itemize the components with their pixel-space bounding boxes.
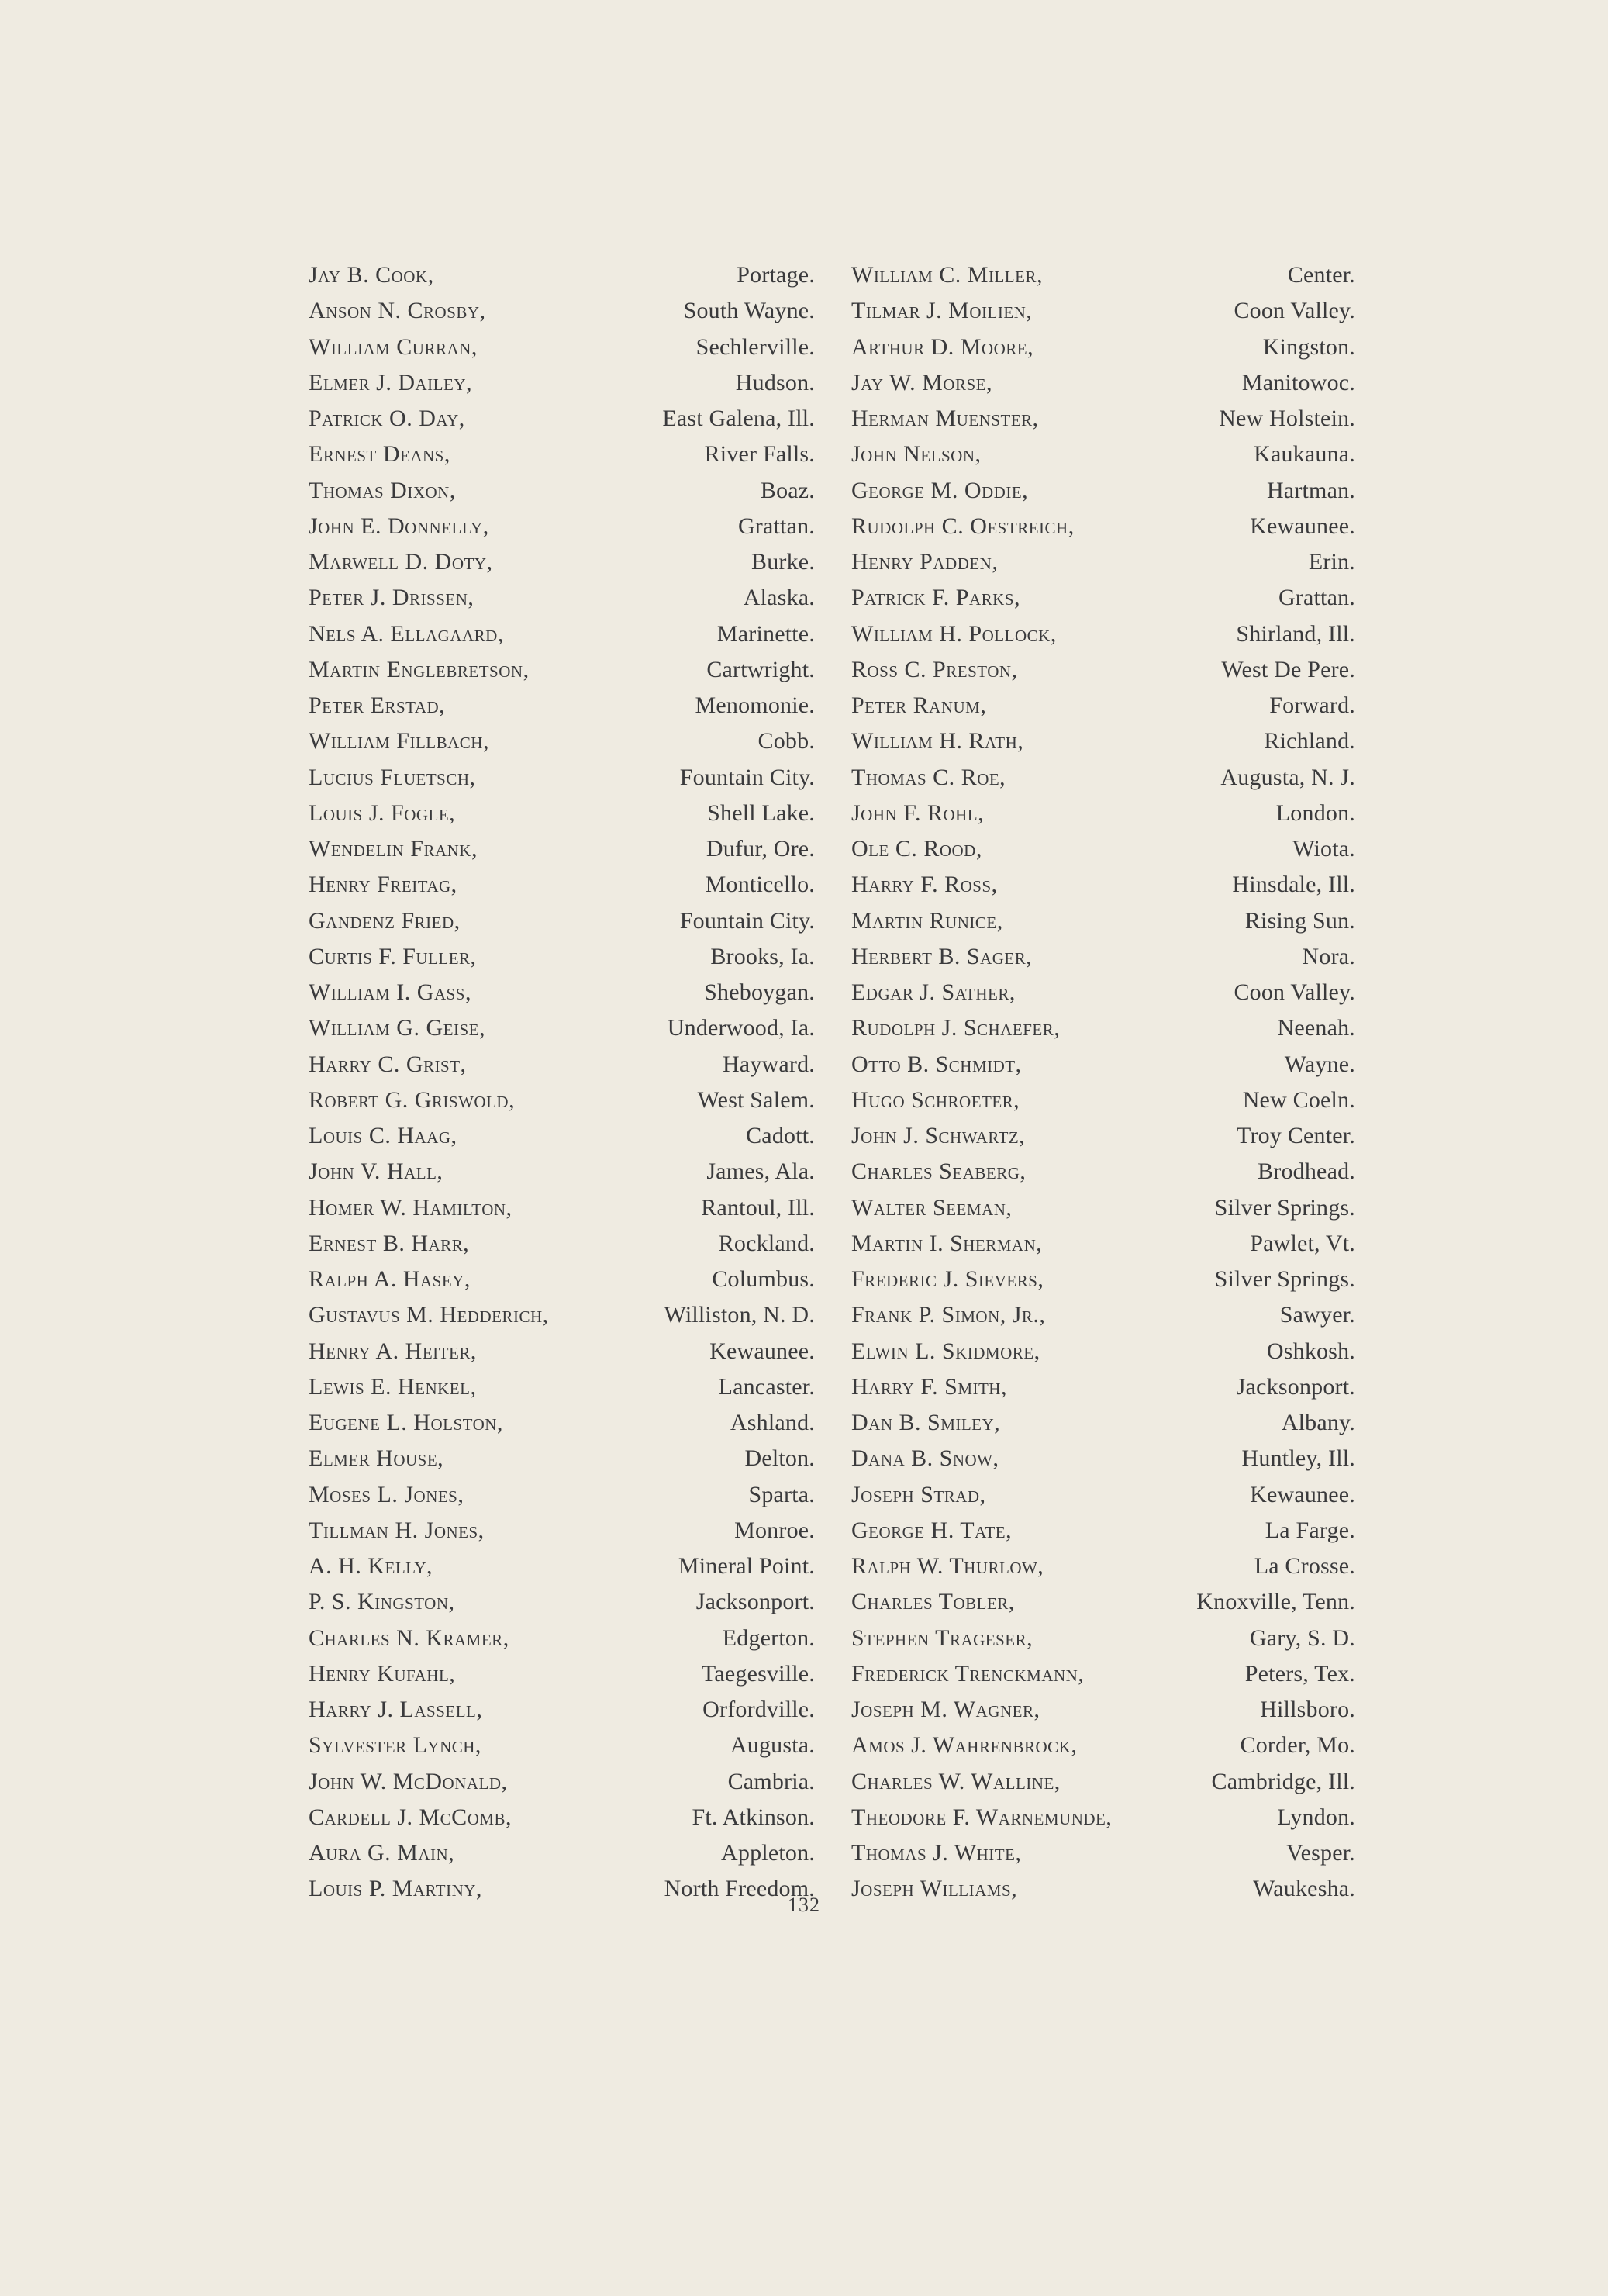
hometown: Monroe. xyxy=(734,1517,815,1543)
person-name: Thomas C. Roe, xyxy=(851,764,1006,790)
list-item xyxy=(851,544,1355,580)
person-name: Martin I. Sherman, xyxy=(851,1230,1043,1256)
person-name: Ole C. Rood, xyxy=(851,836,982,861)
list-item xyxy=(851,1082,1355,1118)
person-name: Harry C. Grist, xyxy=(309,1051,467,1077)
hometown: Cartwright. xyxy=(706,656,815,682)
person-name: George M. Oddie, xyxy=(851,477,1029,503)
hometown: Underwood, Ia. xyxy=(667,1015,815,1041)
list-item xyxy=(851,688,1355,723)
person-name: Ernest B. Harr, xyxy=(309,1230,470,1256)
person-name: Otto B. Schmidt, xyxy=(851,1051,1022,1077)
list-item xyxy=(309,1656,815,1692)
person-name: Stephen Trageser, xyxy=(851,1624,1033,1651)
person-name: Rudolph J. Schaefer, xyxy=(851,1015,1061,1041)
hometown: Hayward. xyxy=(722,1051,815,1077)
list-item xyxy=(309,509,815,544)
hometown: Sechlerville. xyxy=(695,333,815,360)
person-name: Charles W. Walline, xyxy=(851,1768,1061,1794)
list-item xyxy=(309,330,815,365)
person-name: Henry Kufahl, xyxy=(309,1660,456,1687)
list-item xyxy=(851,1118,1355,1154)
person-name: Herman Muenster, xyxy=(851,406,1039,431)
person-name: Ralph A. Hasey, xyxy=(309,1266,471,1292)
person-name: Amos J. Wahrenbrock, xyxy=(851,1732,1078,1759)
person-name: Ross C. Preston, xyxy=(851,656,1018,682)
list-item xyxy=(851,1621,1355,1656)
person-name: Arthur D. Moore, xyxy=(851,333,1034,360)
list-item xyxy=(309,1082,815,1118)
list-item xyxy=(309,1513,815,1549)
list-item xyxy=(309,580,815,616)
list-item xyxy=(309,616,815,652)
person-name: Elmer House, xyxy=(309,1445,444,1472)
person-name: Frank P. Simon, Jr., xyxy=(851,1302,1046,1328)
list-item xyxy=(309,1800,815,1835)
hometown: Corder, Mo. xyxy=(1240,1732,1355,1759)
person-name: Dan B. Smiley, xyxy=(851,1410,1001,1435)
person-name: Louis C. Haag, xyxy=(309,1123,457,1148)
hometown: Menomonie. xyxy=(695,692,815,718)
person-name: William C. Miller, xyxy=(851,262,1043,288)
hometown: James, Ala. xyxy=(706,1158,815,1185)
list-item xyxy=(309,1369,815,1405)
hometown: Marinette. xyxy=(716,620,815,647)
list-item xyxy=(851,365,1355,401)
hometown: Brodhead. xyxy=(1258,1158,1355,1185)
person-name: John W. McDonald, xyxy=(309,1768,508,1794)
list-item xyxy=(851,1800,1355,1835)
person-name: Rudolph C. Oestreich, xyxy=(851,513,1075,539)
hometown: East Galena, Ill. xyxy=(662,406,815,431)
list-item xyxy=(309,1297,815,1333)
list-item xyxy=(851,293,1355,329)
person-name: William H. Rath, xyxy=(851,728,1024,754)
hometown: Forward. xyxy=(1269,692,1355,718)
person-name: Gandenz Fried, xyxy=(309,907,461,934)
hometown: Alaska. xyxy=(743,585,815,611)
hometown: Hartman. xyxy=(1266,477,1355,503)
hometown: Albany. xyxy=(1281,1410,1355,1435)
hometown: Jacksonport. xyxy=(695,1589,815,1615)
person-name: John E. Donnelly, xyxy=(309,513,489,539)
list-item xyxy=(309,831,815,867)
list-item xyxy=(851,401,1355,437)
hometown: Shell Lake. xyxy=(707,799,815,826)
list-item xyxy=(309,760,815,796)
hometown: La Farge. xyxy=(1265,1517,1355,1543)
list-item xyxy=(851,437,1355,472)
hometown: Oshkosh. xyxy=(1266,1338,1355,1364)
list-item xyxy=(309,1010,815,1046)
list-item xyxy=(309,293,815,329)
hometown: Peters, Tex. xyxy=(1244,1660,1355,1687)
person-name: William Fillbach, xyxy=(309,728,489,754)
list-item xyxy=(309,1262,815,1297)
person-name: Martin Englebretson, xyxy=(309,656,530,682)
list-item xyxy=(851,867,1355,903)
list-item xyxy=(851,1764,1355,1800)
hometown: Silver Springs. xyxy=(1214,1266,1355,1292)
hometown: Boaz. xyxy=(760,477,815,503)
person-name: Peter Ranum, xyxy=(851,692,987,718)
list-item xyxy=(309,1190,815,1226)
hometown: Rising Sun. xyxy=(1244,907,1355,934)
person-name: William I. Gass, xyxy=(309,979,471,1005)
hometown: Nora. xyxy=(1302,943,1355,969)
list-item xyxy=(851,1297,1355,1333)
person-name: Louis P. Martiny, xyxy=(309,1876,482,1902)
person-name: Frederick Trenckmann, xyxy=(851,1660,1085,1687)
person-name: P. S. Kingston, xyxy=(309,1589,455,1615)
list-item xyxy=(851,652,1355,688)
list-item xyxy=(851,723,1355,759)
list-item xyxy=(309,1692,815,1728)
person-name: Curtis F. Fuller, xyxy=(309,943,477,969)
hometown: Kingston. xyxy=(1262,333,1355,360)
hometown: La Crosse. xyxy=(1254,1553,1355,1579)
person-name: Nels A. Ellagaard, xyxy=(309,620,504,647)
person-name: Thomas J. White, xyxy=(851,1840,1022,1866)
list-item xyxy=(851,509,1355,544)
person-name: Jay B. Cook, xyxy=(309,262,434,288)
list-item xyxy=(309,867,815,903)
hometown: West Salem. xyxy=(697,1086,815,1113)
person-name: Homer W. Hamilton, xyxy=(309,1194,512,1221)
person-name: Charles Seaberg, xyxy=(851,1158,1027,1185)
list-item xyxy=(309,1405,815,1441)
hometown: Cambridge, Ill. xyxy=(1211,1768,1355,1794)
right-name-column xyxy=(851,257,1355,1908)
person-name: Edgar J. Sather, xyxy=(851,979,1016,1005)
hometown: Neenah. xyxy=(1277,1015,1355,1041)
list-item xyxy=(309,1334,815,1369)
person-name: Gustavus M. Hedderich, xyxy=(309,1302,549,1328)
person-name: Aura G. Main, xyxy=(309,1840,455,1866)
hometown: Coon Valley. xyxy=(1234,979,1355,1005)
person-name: Charles Tobler, xyxy=(851,1589,1015,1615)
hometown: Manitowoc. xyxy=(1241,369,1355,395)
person-name: George H. Tate, xyxy=(851,1517,1013,1543)
hometown: Knoxville, Tenn. xyxy=(1196,1589,1355,1615)
hometown: Hudson. xyxy=(735,369,815,395)
hometown: Silver Springs. xyxy=(1214,1194,1355,1221)
list-item xyxy=(309,975,815,1010)
list-item xyxy=(851,1584,1355,1620)
hometown: London. xyxy=(1275,799,1355,826)
hometown: Erin. xyxy=(1308,549,1355,575)
person-name: Lucius Fluetsch, xyxy=(309,764,476,790)
list-item xyxy=(309,1441,815,1476)
list-item xyxy=(309,652,815,688)
hometown: Lyndon. xyxy=(1277,1804,1355,1830)
person-name: Herbert B. Sager, xyxy=(851,943,1033,969)
hometown: Lancaster. xyxy=(718,1373,815,1400)
hometown: Cadott. xyxy=(746,1123,815,1148)
list-item xyxy=(851,1334,1355,1369)
person-name: Sylvester Lynch, xyxy=(309,1732,481,1759)
person-name: Tillman H. Jones, xyxy=(309,1517,485,1543)
hometown: Wiota. xyxy=(1292,836,1355,861)
list-item xyxy=(309,1226,815,1262)
person-name: Anson N. Crosby, xyxy=(309,298,486,324)
hometown: Edgerton. xyxy=(722,1624,815,1651)
person-name: Lewis E. Henkel, xyxy=(309,1373,477,1400)
list-item xyxy=(851,330,1355,365)
list-item xyxy=(851,939,1355,975)
person-name: Joseph M. Wagner, xyxy=(851,1697,1040,1722)
list-item xyxy=(309,1118,815,1154)
page-number: 132 xyxy=(788,1894,820,1916)
hometown: West De Pere. xyxy=(1221,656,1355,682)
person-name: Harry F. Ross, xyxy=(851,872,998,898)
list-item xyxy=(309,939,815,975)
hometown: River Falls. xyxy=(704,441,815,468)
list-item xyxy=(851,616,1355,652)
person-name: Martin Runice, xyxy=(851,907,1003,934)
hometown: Brooks, Ia. xyxy=(710,943,815,969)
hometown: Troy Center. xyxy=(1237,1123,1355,1148)
list-item xyxy=(309,688,815,723)
person-name: John J. Schwartz, xyxy=(851,1123,1026,1148)
hometown: Williston, N. D. xyxy=(664,1302,815,1328)
list-item xyxy=(851,1262,1355,1297)
person-name: Ralph W. Thurlow, xyxy=(851,1553,1044,1579)
person-name: Eugene L. Holston, xyxy=(309,1410,503,1435)
list-item xyxy=(851,1871,1355,1907)
hometown: Fountain City. xyxy=(679,764,815,790)
list-item xyxy=(851,1190,1355,1226)
hometown: Kewaunee. xyxy=(1250,1481,1355,1507)
person-name: Cardell J. McComb, xyxy=(309,1804,512,1830)
list-item xyxy=(309,1728,815,1763)
hometown: Ft. Atkinson. xyxy=(692,1804,815,1830)
person-name: Henry Freitag, xyxy=(309,872,457,898)
hometown: Pawlet, Vt. xyxy=(1250,1230,1355,1256)
hometown: Sawyer. xyxy=(1279,1302,1355,1328)
list-item xyxy=(309,401,815,437)
person-name: Robert G. Griswold, xyxy=(309,1086,516,1113)
list-item xyxy=(851,1477,1355,1513)
hometown: Mineral Point. xyxy=(678,1553,815,1579)
list-item xyxy=(309,796,815,831)
person-name: William H. Pollock, xyxy=(851,620,1057,647)
list-item xyxy=(851,473,1355,509)
list-item xyxy=(309,1154,815,1189)
list-item xyxy=(851,1369,1355,1405)
list-item xyxy=(309,1764,815,1800)
hometown: Gary, S. D. xyxy=(1249,1624,1355,1651)
list-item xyxy=(851,1835,1355,1871)
person-name: Elmer J. Dailey, xyxy=(309,369,472,395)
hometown: Huntley, Ill. xyxy=(1241,1445,1355,1472)
list-item xyxy=(309,1871,815,1907)
person-name: Theodore F. Warnemunde, xyxy=(851,1804,1113,1830)
list-item xyxy=(851,1656,1355,1692)
person-name: Marwell D. Doty, xyxy=(309,549,493,575)
list-item xyxy=(309,723,815,759)
hometown: Richland. xyxy=(1264,728,1355,754)
person-name: Henry Padden, xyxy=(851,549,999,575)
person-name: Peter Erstad, xyxy=(309,692,446,718)
person-name: Peter J. Drissen, xyxy=(309,585,474,611)
hometown: Kewaunee. xyxy=(709,1338,815,1364)
hometown: Sparta. xyxy=(748,1481,815,1507)
person-name: Moses L. Jones, xyxy=(309,1481,464,1507)
list-item xyxy=(851,831,1355,867)
hometown: Monticello. xyxy=(705,872,815,898)
person-name: Walter Seeman, xyxy=(851,1194,1013,1221)
hometown: Kewaunee. xyxy=(1250,513,1355,539)
person-name: Thomas Dixon, xyxy=(309,477,456,503)
list-item xyxy=(309,365,815,401)
list-item xyxy=(309,1835,815,1871)
hometown: Orfordville. xyxy=(702,1697,815,1722)
hometown: Augusta, N. J. xyxy=(1220,764,1355,790)
list-item xyxy=(851,1513,1355,1549)
hometown: Grattan. xyxy=(737,513,815,539)
list-item xyxy=(309,1621,815,1656)
list-item xyxy=(851,1405,1355,1441)
list-item xyxy=(851,257,1355,293)
hometown: Ashland. xyxy=(730,1410,815,1435)
list-item xyxy=(851,1010,1355,1046)
person-name: Jay W. Morse, xyxy=(851,369,992,395)
list-item xyxy=(851,975,1355,1010)
hometown: New Holstein. xyxy=(1219,406,1355,431)
list-item xyxy=(851,1154,1355,1189)
hometown: Augusta. xyxy=(730,1732,815,1759)
hometown: Waukesha. xyxy=(1253,1876,1355,1902)
hometown: Rantoul, Ill. xyxy=(701,1194,815,1221)
hometown: Grattan. xyxy=(1278,585,1355,611)
person-name: Ernest Deans, xyxy=(309,441,450,468)
person-name: William G. Geise, xyxy=(309,1015,485,1041)
list-item xyxy=(309,257,815,293)
list-item xyxy=(851,903,1355,939)
person-name: Joseph Strad, xyxy=(851,1481,986,1507)
list-item xyxy=(851,1692,1355,1728)
person-name: John F. Rohl, xyxy=(851,799,985,826)
person-name: John Nelson, xyxy=(851,441,982,468)
hometown: South Wayne. xyxy=(683,298,815,324)
person-name: Elwin L. Skidmore, xyxy=(851,1338,1040,1364)
person-name: Harry J. Lassell, xyxy=(309,1697,483,1722)
person-name: Charles N. Kramer, xyxy=(309,1624,509,1651)
list-item xyxy=(309,1549,815,1584)
list-item xyxy=(309,1477,815,1513)
hometown: Vesper. xyxy=(1286,1840,1355,1866)
hometown: Cobb. xyxy=(757,728,815,754)
person-name: Patrick F. Parks, xyxy=(851,585,1021,611)
person-name: Henry A. Heiter, xyxy=(309,1338,477,1364)
list-item xyxy=(309,1584,815,1620)
list-item xyxy=(309,437,815,472)
hometown: Center. xyxy=(1287,262,1355,288)
person-name: John V. Hall, xyxy=(309,1158,443,1185)
person-name: A. H. Kelly, xyxy=(309,1553,433,1579)
hometown: Rockland. xyxy=(718,1230,815,1256)
list-item xyxy=(851,1549,1355,1584)
hometown: Taegesville. xyxy=(701,1660,815,1687)
list-item xyxy=(851,1226,1355,1262)
list-item xyxy=(851,1728,1355,1763)
person-name: Tilmar J. Moilien, xyxy=(851,298,1033,324)
hometown: Jacksonport. xyxy=(1236,1373,1355,1400)
person-name: Frederic J. Sievers, xyxy=(851,1266,1044,1292)
person-name: Patrick O. Day, xyxy=(309,406,465,431)
list-item xyxy=(851,796,1355,831)
list-item xyxy=(851,760,1355,796)
person-name: Wendelin Frank, xyxy=(309,836,478,861)
hometown: Fountain City. xyxy=(679,907,815,934)
list-item xyxy=(851,580,1355,616)
person-name: Louis J. Fogle, xyxy=(309,799,456,826)
hometown: Sheboygan. xyxy=(704,979,815,1005)
hometown: Appleton. xyxy=(721,1840,815,1866)
hometown: Dufur, Ore. xyxy=(706,836,815,861)
person-name: Joseph Williams, xyxy=(851,1876,1018,1902)
list-item xyxy=(309,903,815,939)
hometown: Delton. xyxy=(744,1445,815,1472)
hometown: Hinsdale, Ill. xyxy=(1232,872,1355,898)
list-item xyxy=(309,473,815,509)
person-name: Hugo Schroeter, xyxy=(851,1086,1020,1113)
list-item xyxy=(309,1047,815,1082)
hometown: North Freedom. xyxy=(664,1876,815,1902)
person-name: William Curran, xyxy=(309,333,478,360)
hometown: Kaukauna. xyxy=(1254,441,1355,468)
hometown: Coon Valley. xyxy=(1234,298,1355,324)
left-name-column xyxy=(309,257,815,1908)
person-name: Harry F. Smith, xyxy=(851,1373,1007,1400)
hometown: Shirland, Ill. xyxy=(1236,620,1355,647)
hometown: Hillsboro. xyxy=(1260,1697,1355,1722)
hometown: Columbus. xyxy=(712,1266,815,1292)
hometown: Wayne. xyxy=(1284,1051,1355,1077)
hometown: Portage. xyxy=(737,262,815,288)
list-item xyxy=(851,1047,1355,1082)
person-name: Dana B. Snow, xyxy=(851,1445,999,1472)
hometown: Cambria. xyxy=(727,1768,815,1794)
hometown: New Coeln. xyxy=(1242,1086,1355,1113)
list-item xyxy=(309,544,815,580)
list-item xyxy=(851,1441,1355,1476)
hometown: Burke. xyxy=(751,549,815,575)
